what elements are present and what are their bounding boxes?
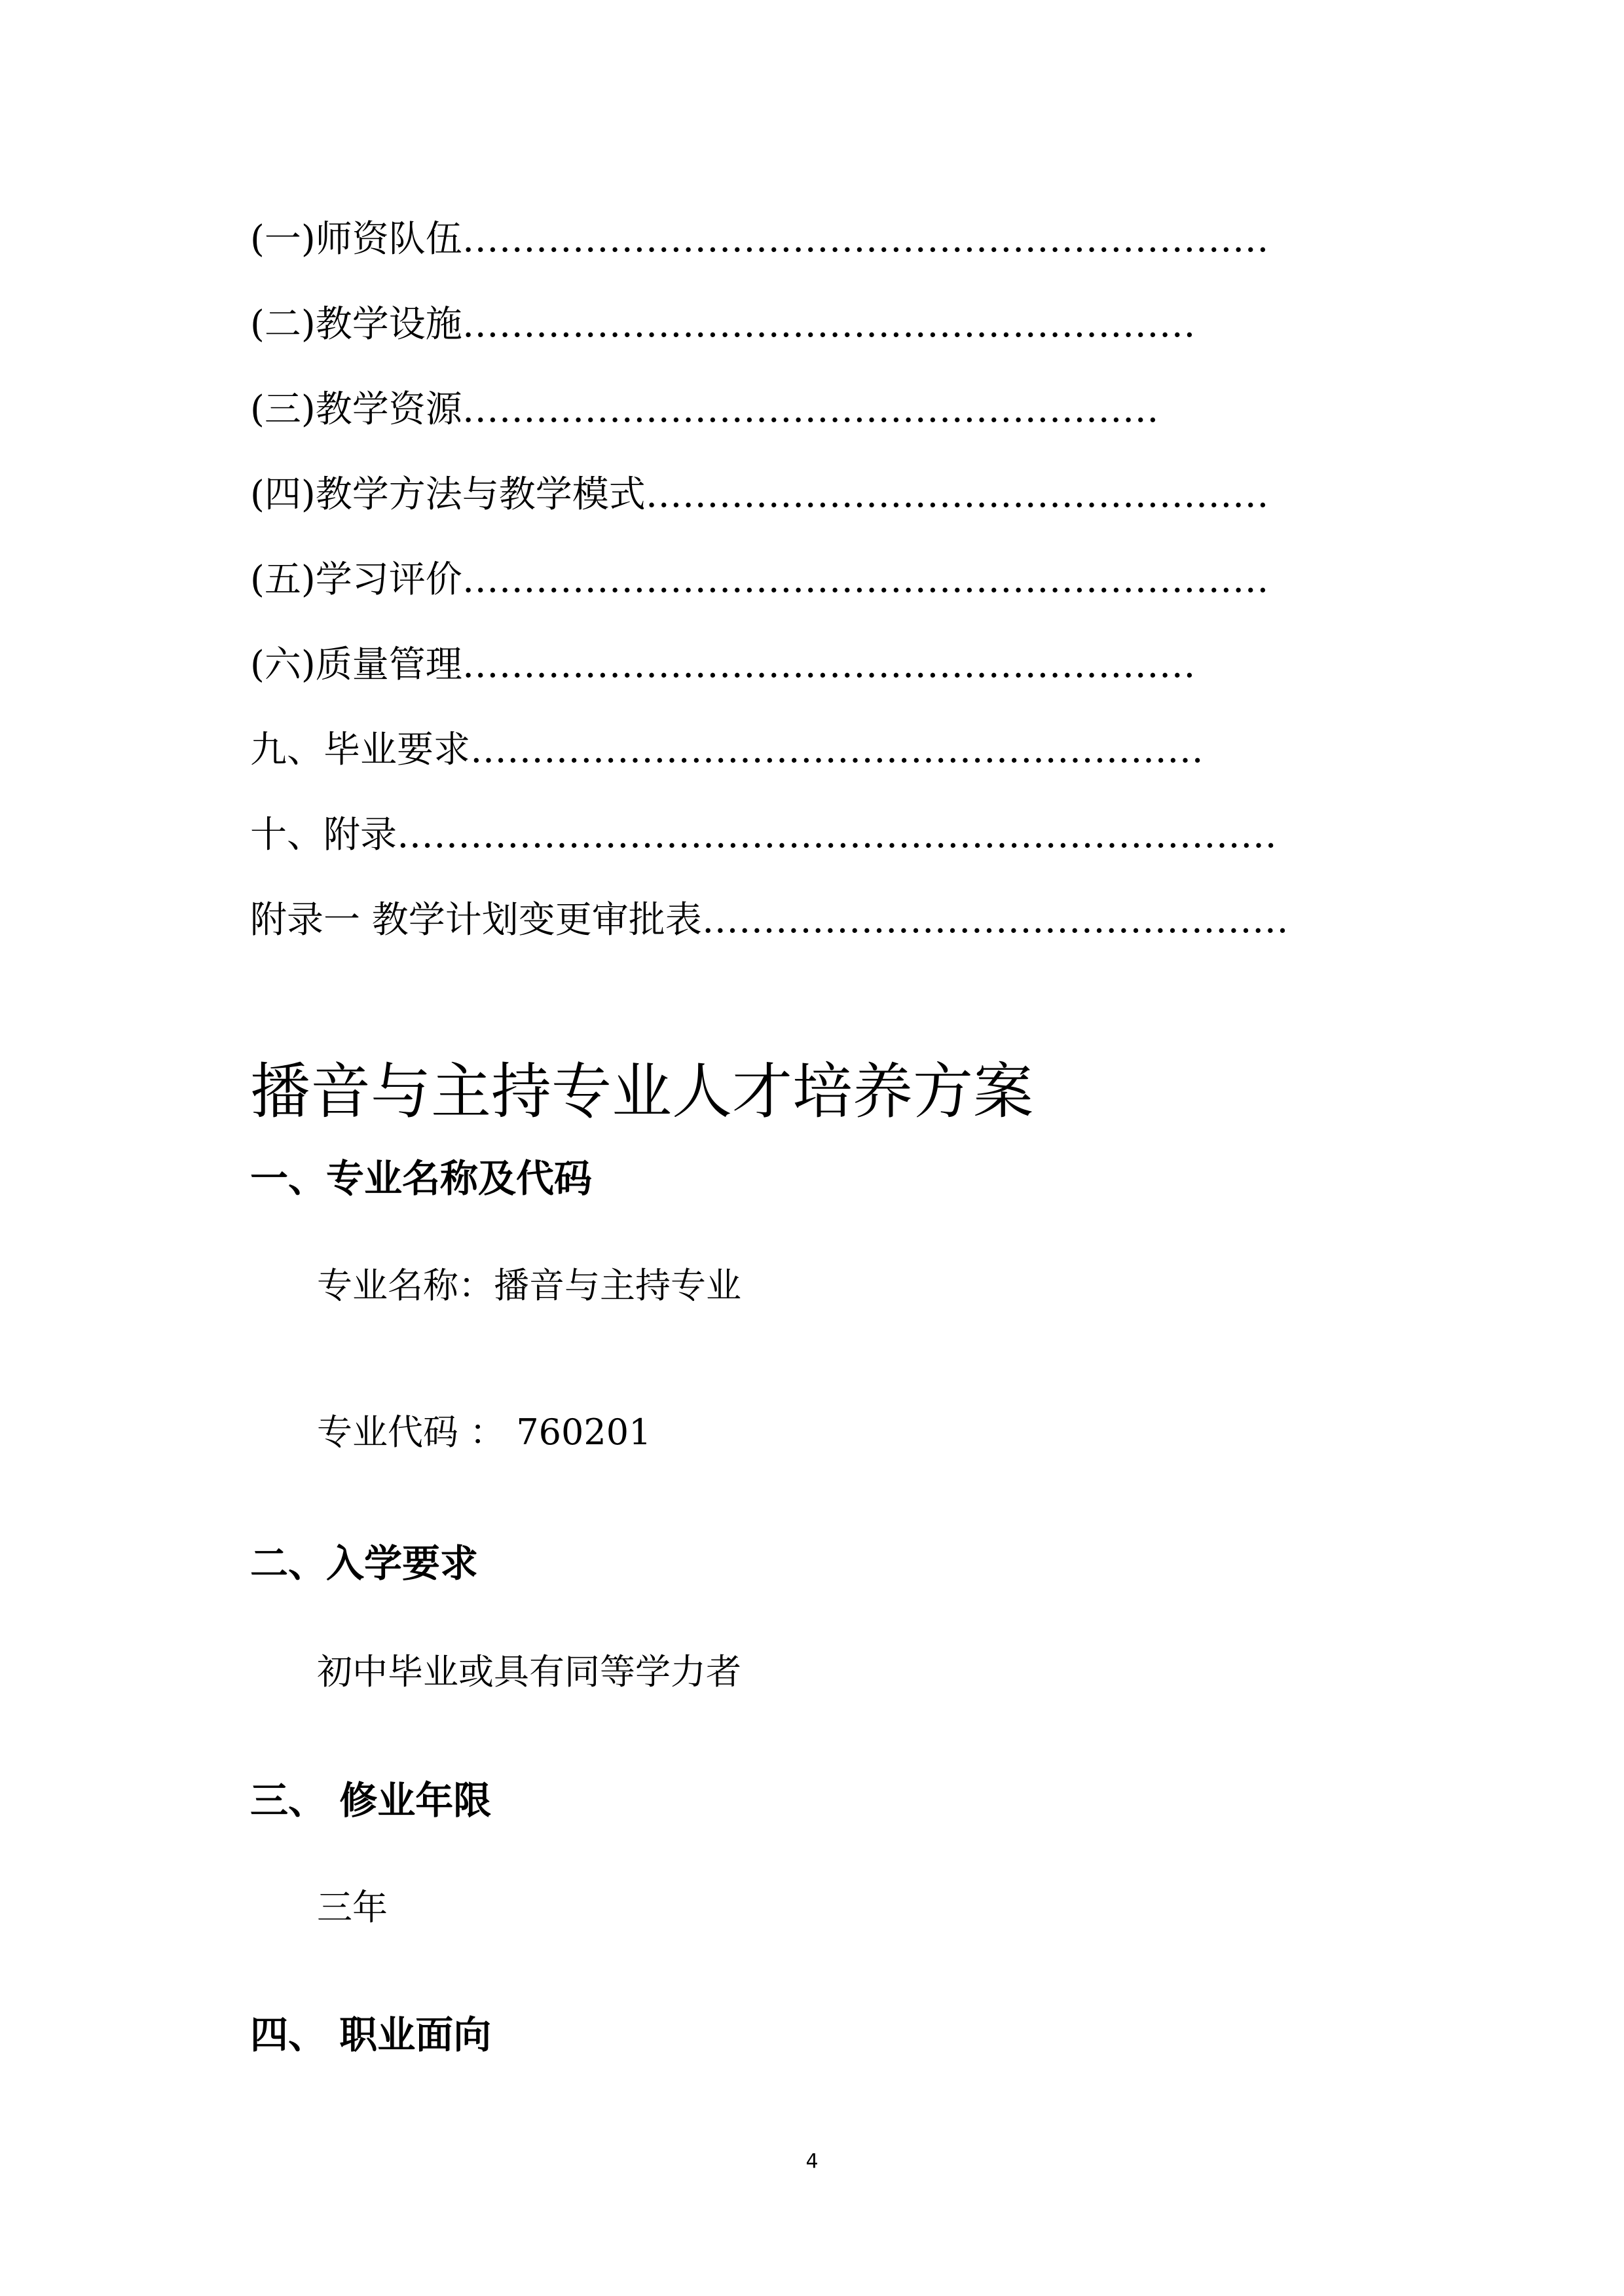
- admission-requirement-text: 初中毕业或具有同等学力者: [317, 1651, 741, 1692]
- section-heading-major-name-code: 一、专业名称及代码: [250, 1156, 593, 1201]
- major-name-text: 专业名称：播音与主持专业: [317, 1265, 741, 1306]
- toc-leader-dots: …………………………………………………: [462, 388, 1159, 431]
- section-heading-admission: 二、入学要求: [250, 1541, 479, 1586]
- section-heading-career: 四、 职业面向: [250, 2013, 492, 2057]
- toc-item-resources[interactable]: [250, 386, 1159, 433]
- toc-leader-dots: ……………………………………………………: [462, 644, 1196, 686]
- toc-leader-dots: …………………………………………: [701, 899, 1289, 941]
- toc-item-label: (四)教学方法与教学模式: [250, 473, 646, 516]
- page-number: 4: [805, 2150, 819, 2173]
- toc-item-teaching-methods[interactable]: [250, 471, 1269, 519]
- toc-leader-dots: ………………………………………………………………: [397, 814, 1277, 856]
- section-heading-duration: 三、 修业年限: [250, 1778, 492, 1823]
- toc-leader-dots: ……………………………………………………: [462, 303, 1196, 346]
- toc-item-label: 十、附录: [250, 814, 397, 856]
- toc-item-label: (三)教学资源: [250, 388, 462, 431]
- toc-item-label: 九、毕业要求: [250, 729, 470, 771]
- toc-item-label: (六)质量管理: [250, 644, 462, 686]
- toc-leader-dots: …………………………………………………………: [462, 218, 1269, 261]
- toc-item-label: (二)教学设施: [250, 303, 462, 346]
- toc-item-label: (五)学习评价: [250, 558, 462, 601]
- toc-item-facilities[interactable]: [250, 301, 1196, 348]
- toc-item-appendix[interactable]: [250, 812, 1277, 859]
- toc-item-label: (一)师资队伍: [250, 218, 462, 261]
- toc-item-faculty[interactable]: [250, 216, 1269, 263]
- toc-item-appendix-one[interactable]: [250, 897, 1289, 944]
- toc-leader-dots: ……………………………………………………: [470, 729, 1204, 771]
- toc-item-quality[interactable]: [250, 642, 1196, 689]
- toc-leader-dots: …………………………………………………………: [462, 558, 1269, 601]
- duration-text: 三年: [317, 1887, 388, 1928]
- toc-item-graduation[interactable]: [250, 727, 1204, 774]
- toc-leader-dots: ……………………………………………: [645, 473, 1269, 516]
- toc-item-label: 附录一 教学计划变更审批表: [250, 899, 702, 941]
- document-title: 播音与主持专业人才培养方案: [250, 1057, 1034, 1127]
- toc-item-evaluation[interactable]: [250, 556, 1269, 604]
- major-code-text: 专业代码 ： 760201: [317, 1412, 652, 1453]
